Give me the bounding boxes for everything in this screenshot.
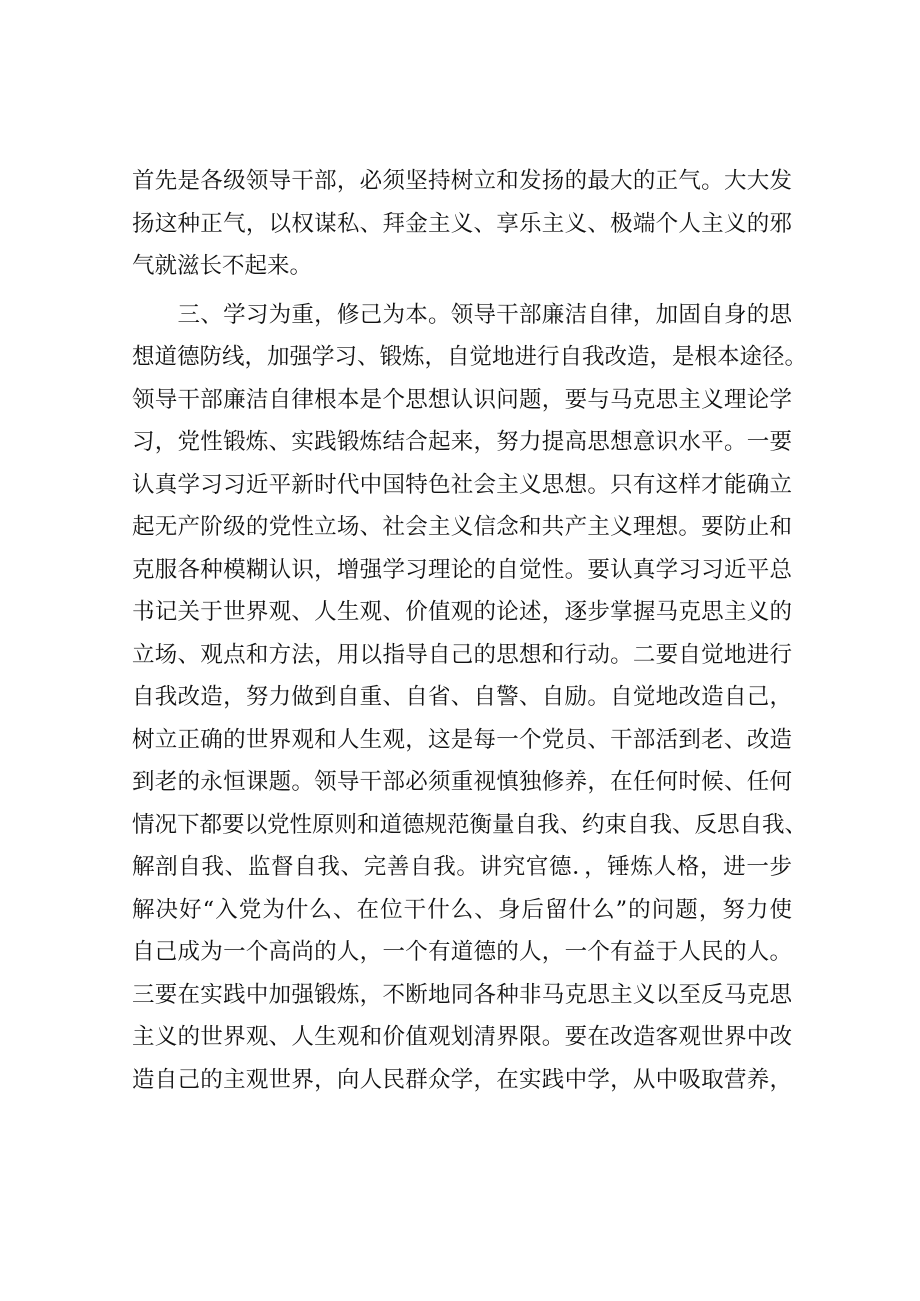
- text-line: 三要在实践中加强锻炼，不断地同各种非马克思主义以至反马克思: [132, 981, 792, 1008]
- text-line: 自己成为一个高尚的人，一个有道德的人，一个有益于人民的人。: [132, 939, 792, 965]
- paragraph-1: [132, 160, 792, 288]
- text-line: 自我改造，努力做到自重、自省、自警、自励。自觉地改造自己，: [132, 684, 792, 710]
- text-line: 造自己的主观世界，向人民群众学，在实践中学，从中吸取营养，: [132, 1066, 792, 1093]
- text-line: 气就滋长不起来。: [132, 253, 313, 279]
- text-line: 首先是各级领导干部，必须坚持树立和发扬的最大的正气。大大发: [132, 168, 792, 194]
- text-line: 主义的世界观、人生观和价值观划清界限。要在改造客观世界中改: [132, 1024, 792, 1050]
- text-line: 情况下都要以党性原则和道德规范衡量自我、约束自我、反思自我、: [132, 811, 808, 838]
- text-line: 习，党性锻炼、实践锻炼结合起来，努力提高思想意识水平。一要: [132, 429, 792, 455]
- text-line: 解剖自我、监督自我、完善自我。讲究官德．，锤炼人格，进一步: [132, 854, 792, 880]
- text-line: 起无产阶级的党性立场、社会主义信念和共产主义理想。要防止和: [132, 514, 792, 540]
- text-line: 书记关于世界观、人生观、价值观的论述，逐步掌握马克思主义的: [132, 599, 792, 625]
- paragraph-2: [132, 294, 808, 1102]
- text-line: 立场、观点和方法，用以指导自己的思想和行动。二要自觉地进行: [132, 641, 792, 668]
- text-line: 领导干部廉洁自律根本是个思想认识问题，要与马克思主义理论学: [132, 386, 792, 413]
- text-line: 解决好“入党为什么、在位干什么、身后留什么”的问题，努力使: [132, 896, 792, 923]
- text-line: 克服各种模糊认识，增强学习理论的自觉性。要认真学习习近平总: [132, 556, 792, 583]
- text-line: 认真学习习近平新时代中国特色社会主义思想。只有这样才能确立: [132, 471, 792, 498]
- text-line: 想道德防线，加强学习、锻炼，自觉地进行自我改造，是根本途径。: [132, 344, 808, 370]
- text-line: 三、学习为重，修己为本。领导干部廉洁自律，加固自身的思: [132, 301, 792, 328]
- text-line: 到老的永恒课题。领导干部必须重视慎独修养，在任何时候、任何: [132, 769, 792, 795]
- document-body: [132, 160, 808, 1101]
- text-line: 扬这种正气，以权谋私、拜金主义、享乐主义、极端个人主义的邪: [132, 210, 792, 237]
- text-line: 树立正确的世界观和人生观，这是每一个党员、干部活到老、改造: [132, 726, 792, 753]
